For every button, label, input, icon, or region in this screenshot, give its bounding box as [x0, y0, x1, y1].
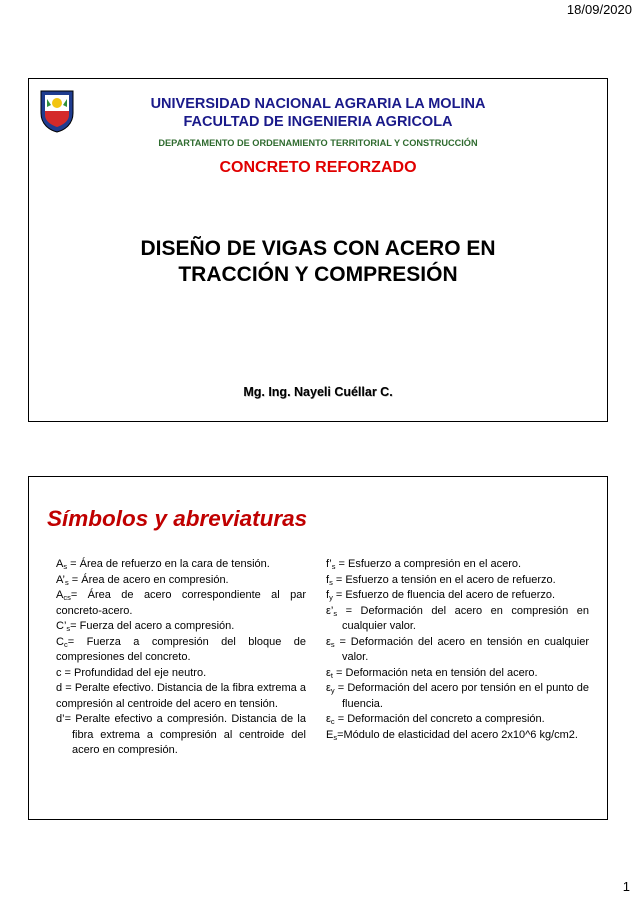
symbol-subscript: s — [66, 624, 71, 633]
symbol: C’ — [56, 620, 67, 632]
symbol: f — [326, 589, 330, 601]
page-number: 1 — [622, 879, 630, 894]
symbol-description: = Deformación neta en tensión del acero. — [333, 666, 538, 679]
symbol: ε — [326, 635, 331, 648]
symbol-subscript: y — [329, 593, 333, 602]
symbol-definition — [56, 588, 306, 619]
symbol: A — [56, 589, 64, 601]
department-name: DEPARTAMENTO DE ORDENAMIENTO TERRITORIAL Y CONSTRUCCIÓN — [158, 138, 478, 148]
course-name: CONCRETO REFORZADO — [219, 159, 417, 176]
symbol-description: = Profundidad del eje neutro. — [61, 666, 207, 679]
symbol-definition — [326, 588, 589, 604]
presentation-title — [29, 236, 607, 288]
symbol-subscript: s — [329, 577, 333, 587]
symbol-definition — [326, 557, 589, 573]
page-date: 18/09/2020 — [566, 2, 632, 17]
symbol-definition — [326, 666, 589, 682]
symbol: C — [56, 635, 64, 648]
title-slide — [28, 78, 608, 422]
symbol-subscript: s — [330, 639, 335, 649]
symbol-definition — [326, 728, 589, 744]
title-line-2: TRACCIÓN Y COMPRESIÓN — [178, 263, 458, 286]
symbol-subscript: t — [330, 670, 333, 680]
symbol: f — [326, 573, 330, 586]
symbol-definition — [56, 619, 306, 635]
symbol-description: = Área de acero correspondiente al par concreto-acero. — [56, 589, 306, 617]
symbol-definition — [56, 557, 306, 573]
symbol-definition — [56, 681, 306, 712]
symbol: d — [56, 682, 63, 694]
symbol: ε — [326, 682, 331, 694]
symbol: f’ — [326, 558, 332, 570]
symbol-definition — [56, 635, 306, 666]
symbol-definition — [326, 573, 589, 589]
symbol: ε — [326, 713, 331, 725]
symbol-definition — [326, 712, 589, 728]
symbol: d’ — [56, 713, 65, 725]
symbol-description: = Fuerza a compresión del bloque de compresiones del concreto. — [56, 635, 306, 663]
symbol: A’ — [56, 573, 65, 586]
symbol-description: = Fuerza del acero a compresión. — [70, 620, 235, 632]
symbol-definition — [56, 712, 306, 759]
symbols-list-right — [326, 557, 589, 743]
university-name: UNIVERSIDAD NACIONAL AGRARIA LA MOLINA — [150, 96, 486, 112]
symbol: E — [326, 728, 334, 741]
symbol: ε — [326, 666, 331, 679]
symbol-subscript: s — [333, 608, 338, 618]
symbol-subscript: s — [331, 562, 336, 571]
symbol-definition — [326, 635, 589, 666]
symbol-description: =Módulo de elasticidad del acero 2x10^6 kg/cm2. — [337, 728, 578, 741]
symbol-subscript: y — [330, 686, 335, 695]
symbol-subscript: c — [63, 639, 68, 649]
symbols-list-left — [56, 557, 306, 759]
symbol-description: = Deformación del acero en tensión en cualquier valor. — [334, 635, 589, 663]
symbol-definition — [326, 681, 589, 712]
faculty-name: FACULTAD DE INGENIERIA AGRICOLA — [183, 114, 453, 130]
symbol-subscript: s — [63, 562, 68, 571]
symbol-description: = Peralte efectivo a compresión. Distancia de la fibra extrema a compresión al centroide del acero en compresión. — [64, 713, 306, 756]
symbol-description: = Esfuerzo de fluencia del acero de refuerzo. — [332, 589, 556, 601]
symbol-definition — [56, 666, 306, 682]
symbol-description: = Deformación del acero en compresión en cualquier valor. — [337, 604, 589, 632]
symbol-subscript: s — [64, 577, 69, 587]
symbol-description: = Área de acero en compresión. — [68, 573, 229, 586]
author-name: Mg. Ing. Nayeli Cuéllar C. — [243, 385, 393, 399]
symbol-description: = Peralte efectivo. Distancia de la fibra extrema a compresión al centroide del acero en tensión. — [56, 682, 306, 710]
symbol-description: = Deformación del concreto a compresión. — [334, 713, 545, 725]
symbol: A — [56, 558, 64, 570]
title-line-1: DISEÑO DE VIGAS CON ACERO EN — [140, 237, 496, 260]
symbol-description: = Esfuerzo a tensión en el acero de refuerzo. — [332, 573, 556, 586]
symbol-description: = Deformación del acero por tensión en el punto de fluencia. — [334, 682, 589, 710]
symbol-subscript: cs — [63, 593, 71, 602]
slide-heading: Símbolos y abreviaturas — [47, 506, 308, 531]
symbol-subscript: s — [333, 732, 338, 742]
symbol-subscript: c — [330, 717, 335, 726]
symbol: ε’ — [326, 604, 334, 617]
symbol: c — [56, 666, 62, 679]
symbol-definition — [326, 604, 589, 635]
symbols-slide — [28, 476, 608, 820]
symbol-description: = Área de refuerzo en la cara de tensión. — [67, 558, 270, 570]
symbol-definition — [56, 573, 306, 589]
symbol-description: = Esfuerzo a compresión en el acero. — [335, 558, 522, 570]
